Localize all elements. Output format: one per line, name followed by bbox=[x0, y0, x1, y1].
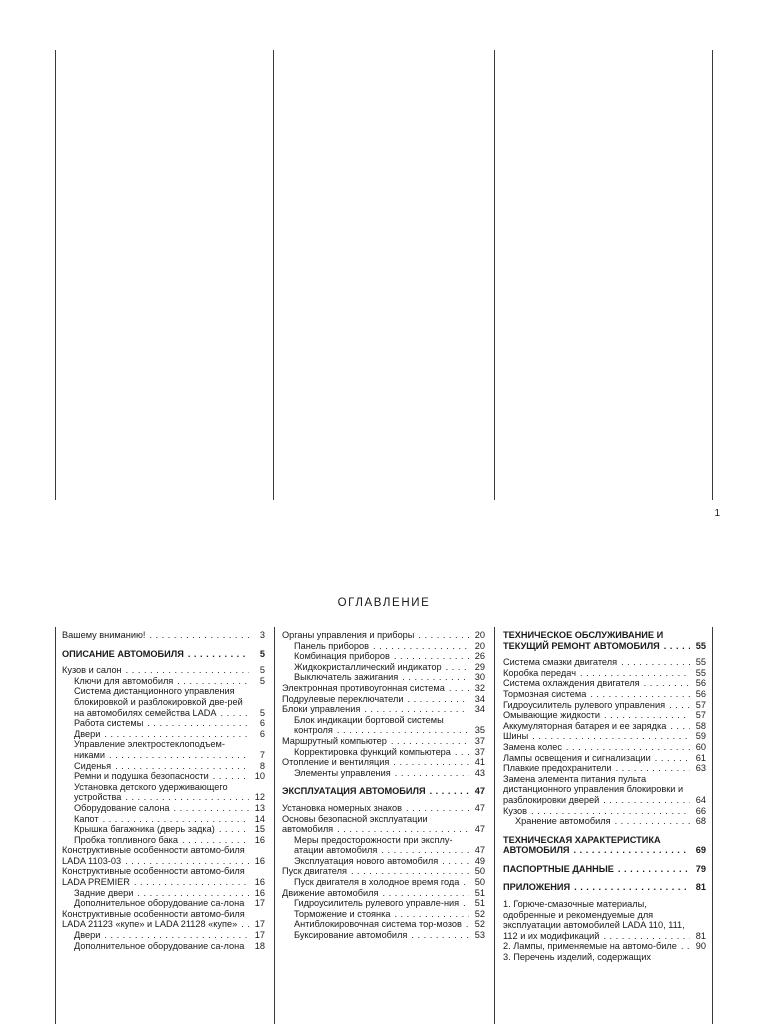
toc-entry-title: Пробка топливного бака bbox=[74, 834, 179, 845]
toc-entry bbox=[282, 803, 485, 814]
toc-entry-title: Установка детского удерживающего устройства bbox=[74, 781, 228, 803]
toc-entry bbox=[503, 657, 706, 668]
toc-entry-title: Торможение и стоянка bbox=[294, 908, 391, 919]
toc-page-number: 5 bbox=[249, 676, 265, 687]
toc-page-number: 6 bbox=[249, 729, 265, 740]
toc-entry-title: Антиблокировочная система тор-мозов bbox=[294, 919, 462, 930]
toc-entry-title: Установка номерных знаков bbox=[282, 802, 403, 813]
toc-page-number: 58 bbox=[690, 721, 706, 732]
toc-entry-title: Двери bbox=[74, 930, 101, 941]
toc-entry bbox=[282, 651, 485, 662]
toc-entry-title: Задние двери bbox=[74, 887, 134, 898]
toc-entry-title: Замена элемента питания пульта дистанционного управления блокировки и разблокировки дверей bbox=[503, 773, 684, 805]
toc-entry bbox=[62, 771, 265, 782]
toc-page-number: 14 bbox=[249, 814, 265, 825]
toc-entry bbox=[62, 824, 265, 835]
toc-page-number: 3 bbox=[249, 630, 265, 641]
toc-entry-title: Блок индикации бортовой системы контроля bbox=[294, 714, 444, 736]
toc-entry bbox=[62, 866, 265, 887]
toc-page-number: 69 bbox=[690, 845, 706, 856]
toc-page-number: 64 bbox=[690, 795, 706, 806]
toc-page-number: 55 bbox=[690, 641, 706, 652]
toc-page-number: 50 bbox=[469, 866, 485, 877]
toc-page-number: 53 bbox=[469, 930, 485, 941]
toc-entry-title: ОПИСАНИЕ АВТОМОБИЛЯ bbox=[62, 648, 184, 659]
toc-entry bbox=[282, 835, 485, 856]
toc-page-number: 10 bbox=[249, 771, 265, 782]
toc-entry-title: Капот bbox=[74, 813, 99, 824]
toc-entry-title: 1. Горюче-смазочные материалы, одобренные и рекомендуемые для эксплуатации автомобилей LADA 110, 111, 112 и их модификаций bbox=[503, 899, 685, 941]
toc-entry bbox=[62, 665, 265, 676]
toc-entry bbox=[282, 672, 485, 683]
toc-page-number: 81 bbox=[690, 931, 706, 942]
toc-entry bbox=[282, 715, 485, 736]
toc-page-number: 79 bbox=[690, 864, 706, 875]
column-divider-bottom-4 bbox=[712, 627, 713, 1024]
toc-entry-title: ЭКСПЛУАТАЦИЯ АВТОМОБИЛЯ bbox=[282, 786, 426, 797]
toc-entry-title: Блоки управления bbox=[282, 704, 361, 715]
toc-page-number: 34 bbox=[469, 704, 485, 715]
toc-entry bbox=[62, 803, 265, 814]
toc-entry bbox=[282, 683, 485, 694]
toc-entry bbox=[62, 888, 265, 899]
toc-entry-title: Система смазки двигателя bbox=[503, 657, 618, 668]
toc-entry bbox=[282, 694, 485, 705]
toc-page-number: 16 bbox=[249, 888, 265, 899]
toc-entry-title: 3. Перечень изделий, содержащих bbox=[503, 952, 651, 963]
toc-entry-title: Ремни и подушка безопасности bbox=[74, 771, 209, 782]
column-divider-top-1 bbox=[55, 50, 56, 500]
toc-entry-title: Корректировка функций компьютера bbox=[294, 746, 451, 757]
toc-entry bbox=[62, 718, 265, 729]
page-number: 1 bbox=[714, 508, 720, 519]
toc-section-entry bbox=[503, 882, 706, 893]
toc-page-number: 26 bbox=[469, 651, 485, 662]
toc-page-number: 8 bbox=[249, 761, 265, 772]
toc-entry-title: Сиденья bbox=[74, 760, 112, 771]
toc-entry-title: Конструктивные особенности автомо-биля LADA PREMIER bbox=[62, 866, 245, 888]
toc-entry-title: Органы управления и приборы bbox=[282, 630, 415, 640]
toc-page-number: 17 bbox=[249, 930, 265, 941]
toc-entry bbox=[503, 742, 706, 753]
toc-entry bbox=[62, 630, 265, 641]
toc-page-number: 47 bbox=[469, 824, 485, 835]
toc-entry-title: Плавкие предохранители bbox=[503, 763, 612, 774]
toc-entry-title: Буксирование автомобиля bbox=[294, 930, 408, 941]
toc-page-number: 90 bbox=[690, 941, 706, 952]
toc-entry-title: Тормозная система bbox=[503, 688, 587, 699]
toc-page-number: 51 bbox=[469, 898, 485, 909]
toc-page-number: 17 bbox=[249, 919, 265, 930]
toc-entry bbox=[282, 747, 485, 758]
toc-entry bbox=[282, 866, 485, 877]
toc-entry bbox=[282, 757, 485, 768]
toc-entry-title: ТЕХНИЧЕСКОЕ ОБСЛУЖИВАНИЕ И ТЕКУЩИЙ РЕМОНТ АВТОМОБИЛЯ bbox=[503, 630, 664, 651]
toc-section-entry bbox=[62, 649, 265, 660]
toc-entry-title: ТЕХНИЧЕСКАЯ ХАРАКТЕРИСТИКА АВТОМОБИЛЯ bbox=[503, 834, 661, 856]
toc-entry bbox=[282, 736, 485, 747]
toc-page-number: 52 bbox=[469, 909, 485, 920]
toc-column-1 bbox=[62, 630, 265, 951]
toc-entry bbox=[282, 814, 485, 835]
toc-page-number: 30 bbox=[469, 672, 485, 683]
toc-entry-title: Хранение автомобиля bbox=[515, 816, 611, 827]
toc-page-number: 56 bbox=[690, 678, 706, 689]
column-divider-bottom-2 bbox=[274, 627, 275, 1024]
toc-entry-title: Двери bbox=[74, 728, 101, 739]
toc-page-number: 7 bbox=[249, 750, 265, 761]
toc-entry bbox=[62, 930, 265, 941]
column-divider-top-3 bbox=[494, 50, 495, 500]
toc-page-number: 63 bbox=[690, 763, 706, 774]
toc-entry bbox=[503, 763, 706, 774]
toc-entry-title: Работа системы bbox=[74, 718, 144, 729]
toc-entry bbox=[503, 668, 706, 679]
toc-page-number: 5 bbox=[249, 649, 265, 660]
toc-entry bbox=[62, 814, 265, 825]
toc-entry bbox=[62, 845, 265, 866]
toc-entry bbox=[282, 641, 485, 652]
toc-page-number: 16 bbox=[249, 835, 265, 846]
toc-entry bbox=[62, 739, 265, 760]
toc-page-number: 13 bbox=[249, 803, 265, 814]
toc-page-number: 59 bbox=[690, 731, 706, 742]
toc-entry-title: Выключатель зажигания bbox=[294, 672, 399, 683]
toc-entry bbox=[282, 704, 485, 715]
toc-entry-title: Управление электростеклоподъем-никами bbox=[74, 739, 225, 760]
toc-entry bbox=[62, 729, 265, 740]
toc-heading: ОГЛАВЛЕНИЕ bbox=[337, 597, 431, 609]
toc-page-number: 52 bbox=[469, 919, 485, 930]
toc-entry-title: Кузов bbox=[503, 805, 528, 816]
toc-page-number: 17 bbox=[249, 898, 265, 909]
toc-page-number: 60 bbox=[690, 742, 706, 753]
toc-entry-title: Электронная противоугонная система bbox=[282, 682, 445, 693]
toc-page-number: 47 bbox=[469, 803, 485, 814]
toc-entry bbox=[503, 816, 706, 827]
toc-page-number: 5 bbox=[249, 665, 265, 676]
column-divider-top-4 bbox=[712, 50, 713, 500]
toc-page-number: 81 bbox=[690, 882, 706, 893]
toc-entry bbox=[503, 952, 706, 963]
toc-page-number: 20 bbox=[469, 630, 485, 641]
toc-entry-title: Движение автомобиля bbox=[282, 887, 379, 898]
toc-entry bbox=[62, 761, 265, 772]
toc-entry-title: Отопление и вентиляция bbox=[282, 757, 390, 768]
toc-entry-title: Коробка передач bbox=[503, 667, 576, 678]
toc-entry-title: Панель приборов bbox=[294, 640, 369, 651]
toc-page-number: 37 bbox=[469, 747, 485, 758]
toc-page-number: 34 bbox=[469, 694, 485, 705]
toc-entry-title: Меры предосторожности при эксплу-атации автомобиля bbox=[294, 834, 453, 856]
toc-section-entry bbox=[503, 630, 706, 651]
toc-entry bbox=[503, 899, 706, 941]
toc-entry bbox=[503, 731, 706, 742]
toc-entry-title: Маршрутный компьютер bbox=[282, 735, 387, 746]
toc-entry bbox=[503, 678, 706, 689]
toc-entry bbox=[503, 774, 706, 806]
toc-section-entry bbox=[282, 786, 485, 797]
toc-entry-title: ПРИЛОЖЕНИЯ bbox=[503, 882, 571, 893]
toc-column-3 bbox=[503, 630, 706, 963]
toc-page-number: 37 bbox=[469, 736, 485, 747]
column-divider-bottom-3 bbox=[494, 627, 495, 1024]
toc-entry-title: Замена колес bbox=[503, 741, 562, 752]
toc-entry bbox=[62, 686, 265, 718]
toc-page-number: 18 bbox=[249, 941, 265, 952]
toc-page-number: 43 bbox=[469, 768, 485, 779]
toc-page-number: 47 bbox=[469, 786, 485, 797]
toc-entry bbox=[503, 753, 706, 764]
toc-entry-title: Вашему вниманию! bbox=[62, 630, 146, 640]
toc-page-number: 20 bbox=[469, 641, 485, 652]
column-divider-top-2 bbox=[273, 50, 274, 500]
toc-page-number: 47 bbox=[469, 845, 485, 856]
toc-entry-title: Кузов и салон bbox=[62, 665, 122, 676]
toc-entry-title: Эксплуатация нового автомобиля bbox=[294, 855, 439, 866]
toc-entry bbox=[62, 676, 265, 687]
toc-section-entry bbox=[503, 835, 706, 856]
toc-entry-title: Гидроусилитель рулевого управле-ния bbox=[294, 898, 460, 909]
toc-entry bbox=[62, 909, 265, 930]
toc-page-number: 55 bbox=[690, 668, 706, 679]
toc-entry-title: Комбинация приборов bbox=[294, 651, 390, 662]
toc-page-number: 56 bbox=[690, 689, 706, 700]
toc-entry-title: Аккумуляторная батарея и ее зарядка bbox=[503, 720, 667, 731]
toc-page-number: 35 bbox=[469, 725, 485, 736]
toc-entry-title: Лампы освещения и сигнализации bbox=[503, 752, 651, 763]
toc-page-number: 6 bbox=[249, 718, 265, 729]
toc-entry-title: Гидроусилитель рулевого управления bbox=[503, 699, 666, 710]
toc-entry bbox=[62, 898, 265, 909]
toc-entry-title: Элементы управления bbox=[294, 767, 391, 778]
toc-page-number: 15 bbox=[249, 824, 265, 835]
toc-entry-title: Пуск двигателя в холодное время года bbox=[294, 877, 460, 888]
toc-entry-title: 2. Лампы, применяемые на автомо-биле bbox=[503, 941, 677, 952]
toc-entry-title: Дополнительное оборудование са-лона bbox=[74, 898, 245, 909]
toc-entry bbox=[503, 941, 706, 952]
toc-entry bbox=[503, 689, 706, 700]
toc-entry-title: Крышка багажника (дверь задка) bbox=[74, 824, 215, 835]
toc-page-number: 41 bbox=[469, 757, 485, 768]
toc-entry-title: Шины bbox=[503, 731, 529, 742]
toc-entry bbox=[282, 909, 485, 920]
toc-entry bbox=[282, 768, 485, 779]
toc-entry-title: Ключи для автомобиля bbox=[74, 675, 174, 686]
toc-page-number: 68 bbox=[690, 816, 706, 827]
toc-section-entry bbox=[503, 864, 706, 875]
column-divider-bottom-1 bbox=[55, 627, 56, 1024]
toc-page-number: 32 bbox=[469, 683, 485, 694]
toc-entry bbox=[282, 888, 485, 899]
toc-page-number: 49 bbox=[469, 856, 485, 867]
toc-page-number: 57 bbox=[690, 710, 706, 721]
toc-entry-title: Пуск двигателя bbox=[282, 866, 347, 877]
toc-entry-title: Дополнительное оборудование са-лона bbox=[74, 940, 245, 951]
toc-page-number: 16 bbox=[249, 856, 265, 867]
toc-entry-title: ПАСПОРТНЫЕ ДАННЫЕ bbox=[503, 863, 614, 874]
toc-column-2 bbox=[282, 630, 485, 941]
toc-page-number: 51 bbox=[469, 888, 485, 899]
toc-entry bbox=[282, 930, 485, 941]
toc-entry bbox=[503, 721, 706, 732]
toc-entry bbox=[62, 941, 265, 952]
toc-page-number: 50 bbox=[469, 877, 485, 888]
toc-entry bbox=[503, 806, 706, 817]
toc-entry-title: Основы безопасной эксплуатации автомобиля bbox=[282, 813, 428, 835]
toc-page-number: 55 bbox=[690, 657, 706, 668]
toc-entry-title: Подрулевые переключатели bbox=[282, 693, 404, 704]
toc-entry bbox=[282, 856, 485, 867]
toc-entry-title: Система дистанционного управления блокировкой и разблокировкой две-рей на автомобилях семейства LADA bbox=[74, 686, 243, 718]
toc-entry bbox=[282, 630, 485, 641]
toc-entry bbox=[282, 898, 485, 909]
toc-page-number: 5 bbox=[249, 708, 265, 719]
toc-entry bbox=[62, 782, 265, 803]
toc-entry-title: Оборудование салона bbox=[74, 802, 170, 813]
toc-entry bbox=[282, 662, 485, 673]
toc-page-number: 12 bbox=[249, 792, 265, 803]
toc-entry bbox=[282, 919, 485, 930]
toc-entry-title: Омывающие жидкости bbox=[503, 710, 601, 721]
toc-entry-title: Конструктивные особенности автомо-биля LADA 21123 «купе» и LADA 21128 «купе» bbox=[62, 908, 245, 930]
toc-page-number: 29 bbox=[469, 662, 485, 673]
toc-page-number: 57 bbox=[690, 700, 706, 711]
toc-page-number: 61 bbox=[690, 753, 706, 764]
toc-entry bbox=[503, 700, 706, 711]
toc-entry-title: Конструктивные особенности автомо-биля LADA 1103-03 bbox=[62, 845, 245, 866]
toc-entry-title: Жидкокристаллический индикатор bbox=[294, 661, 442, 672]
toc-page-number: 66 bbox=[690, 806, 706, 817]
toc-entry bbox=[62, 835, 265, 846]
toc-entry bbox=[282, 877, 485, 888]
toc-entry bbox=[503, 710, 706, 721]
toc-page-number: 16 bbox=[249, 877, 265, 888]
toc-entry-title: Система охлаждения двигателя bbox=[503, 678, 640, 689]
